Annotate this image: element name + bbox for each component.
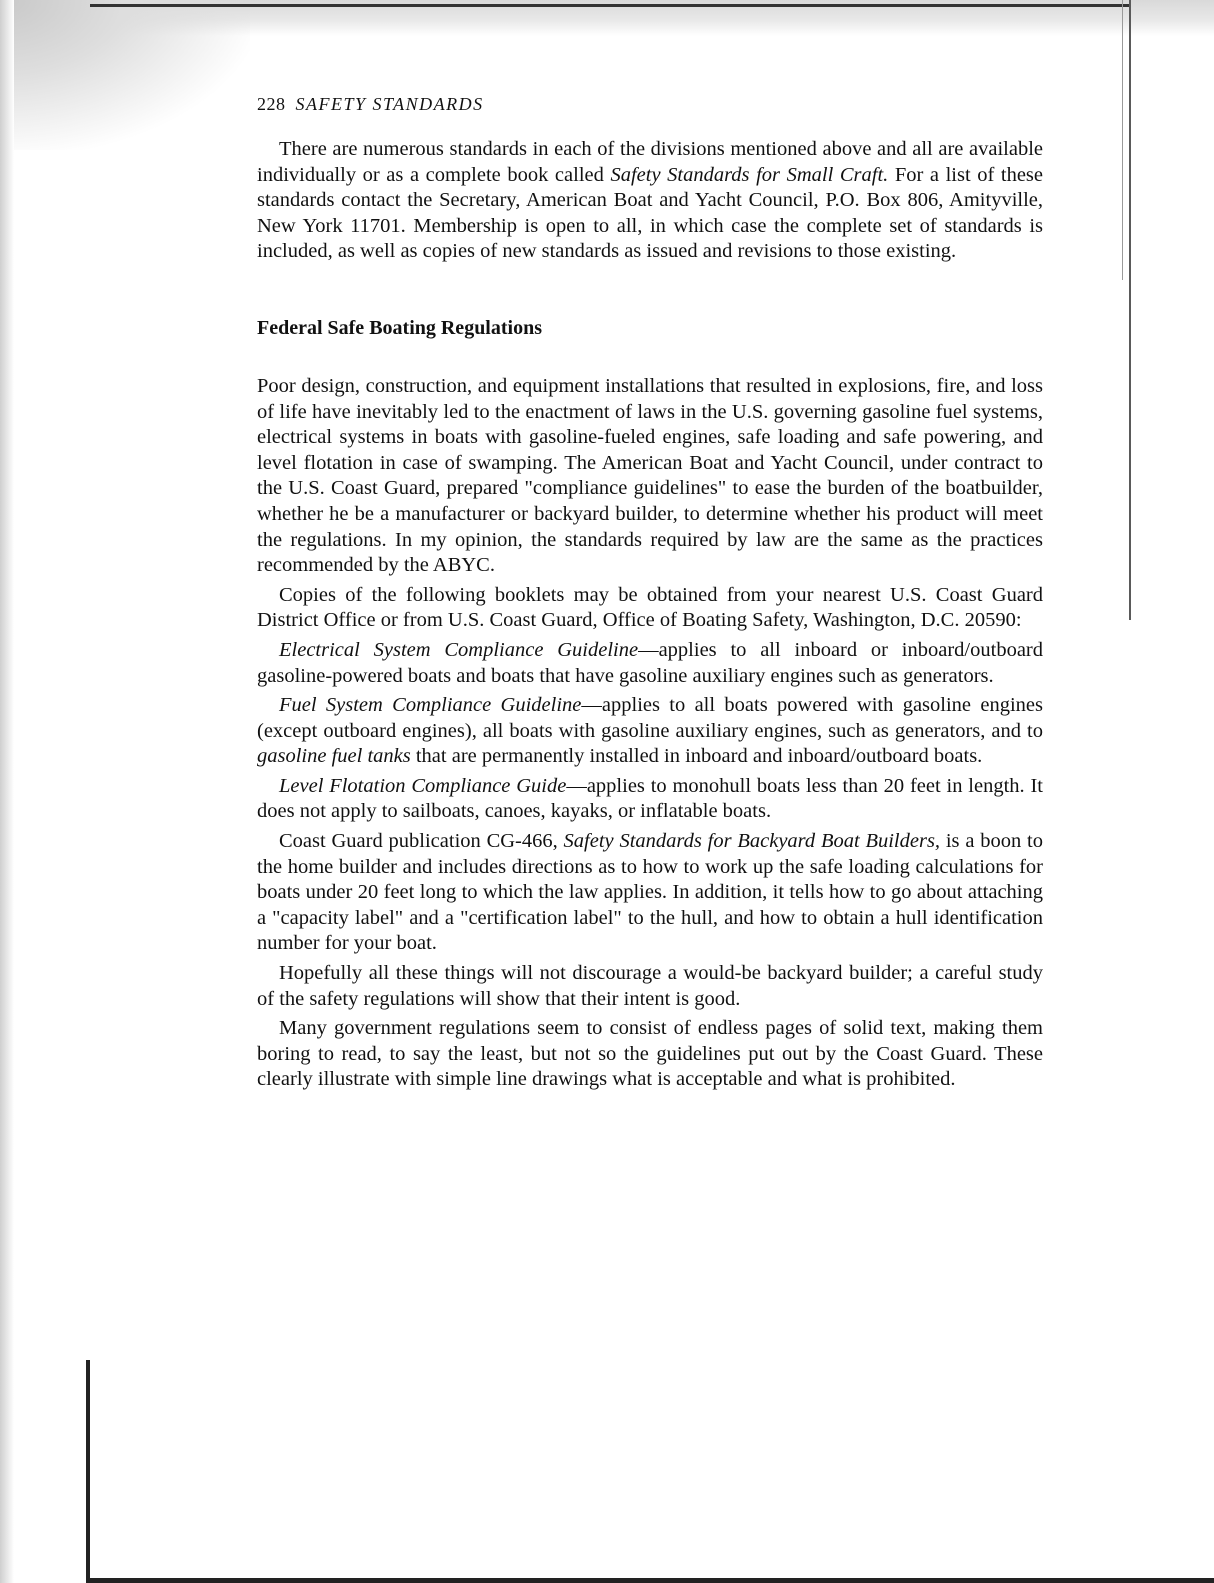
paragraph-many-regulations: Many government regulations seem to consist of endless pages of solid text, making them boring to read, to say the least, but not so the guidelines put out by the Coast Guard. These clearly illustrate with simple line drawings what is acceptable and what is prohibited. xyxy=(257,1017,1043,1091)
booklet-fuel-emphasis: gasoline fuel tanks xyxy=(257,745,411,768)
booklet-fuel xyxy=(257,693,1043,770)
booklet-flotation-text: —applies to monohull boats less than 20 feet in length. It does not apply to sailboats, canoes, kayaks, or inflatable boats. xyxy=(257,774,1043,823)
page-edge-top xyxy=(90,4,1130,7)
paragraph-hopefully: Hopefully all these things will not discourage a would-be backyard builder; a careful study of the safety regulations will show that their intent is good. xyxy=(257,962,1043,1010)
running-head-title: SAFETY STANDARDS xyxy=(295,94,484,114)
intro-book-title: Safety Standards for Small Craft. xyxy=(610,163,889,186)
booklet-flotation-title: Level Flotation Compliance Guide xyxy=(279,774,567,797)
booklet-electrical xyxy=(257,638,1043,689)
intro-paragraph xyxy=(257,137,1043,265)
booklet-fuel-text-2: that are permanently installed in inboard and inboard/outboard boats. xyxy=(410,745,983,768)
page-edge-left xyxy=(86,1360,90,1583)
page-number: 228 xyxy=(257,94,286,114)
booklet-electrical-text: —applies to all inboard or inboard/outboard gasoline-powered boats and boats that have gasoline auxiliary engines such as generators. xyxy=(257,638,1043,687)
booklet-fuel-text-1: —applies to all boats powered with gasoline engines (except outboard engines), all boats with gasoline auxiliary engines, such as generators, and to xyxy=(257,694,1043,742)
paragraph-regulations: Poor design, construction, and equipment installations that resulted in explosions, fire, and loss of life have inevitably led to the enactment of laws in the U.S. governing gasoline fuel systems, electrical systems in boats with gasoline-fueled engines, safe loading and safe powering, and level flotation in case of swamping. The American Boat and Yacht Council, under contract to the U.S. Coast Guard, prepared "compliance guidelines" to ease the burden of the boatbuilder, whether he be a manufacturer or backyard builder, to determine whether his product will meet the regulations. In my opinion, the standards required by law are the same as the practices recommended by the ABYC. xyxy=(257,374,1043,577)
intro-text-1: There are numerous standards in each of the divisions mentioned above and all are available individually or as a complete book called xyxy=(257,138,1043,186)
page-content xyxy=(257,92,1043,1093)
paragraph-cg466 xyxy=(257,829,1043,957)
cg466-title: Safety Standards for Backyard Boat Builders, xyxy=(563,830,941,853)
paragraph-booklets: Copies of the following booklets may be obtained from your nearest U.S. Coast Guard District Office or from U.S. Coast Guard, Office of Boating Safety, Washington, D.C. 20590: xyxy=(257,583,1043,632)
page-edge-right xyxy=(1129,0,1131,620)
page-edge-right-faint xyxy=(1122,0,1123,280)
running-head xyxy=(257,92,1043,116)
scan-shadow-corner xyxy=(0,0,250,150)
booklet-electrical-title: Electrical System Compliance Guideline xyxy=(279,638,639,661)
page-edge-bottom xyxy=(86,1578,1214,1583)
booklet-flotation xyxy=(257,774,1043,825)
section-heading: Federal Safe Boating Regulations xyxy=(257,316,542,339)
booklet-fuel-title: Fuel System Compliance Guideline xyxy=(279,694,582,717)
cg466-text-2: is a boon to the home builder and includes directions as to how to work up the safe loading calculations for boats under 20 feet long to which the law applies. In addition, it tells how to go about attaching a "capacity label" and a "certification label" to the hull, and how to obtain a hull identification number for your boat. xyxy=(257,830,1043,955)
cg466-text-1: Coast Guard publication CG-466, xyxy=(279,830,564,853)
intro-text-2: For a list of these standards contact the Secretary, American Boat and Yacht Council, P.O. Box 806, Amityville, New York 11701. Membership is open to all, in which case the complete set of standards is included, as well as copies of new standards as issued and revisions to those existing. xyxy=(257,163,1044,263)
scan-shadow-left xyxy=(0,0,14,1583)
